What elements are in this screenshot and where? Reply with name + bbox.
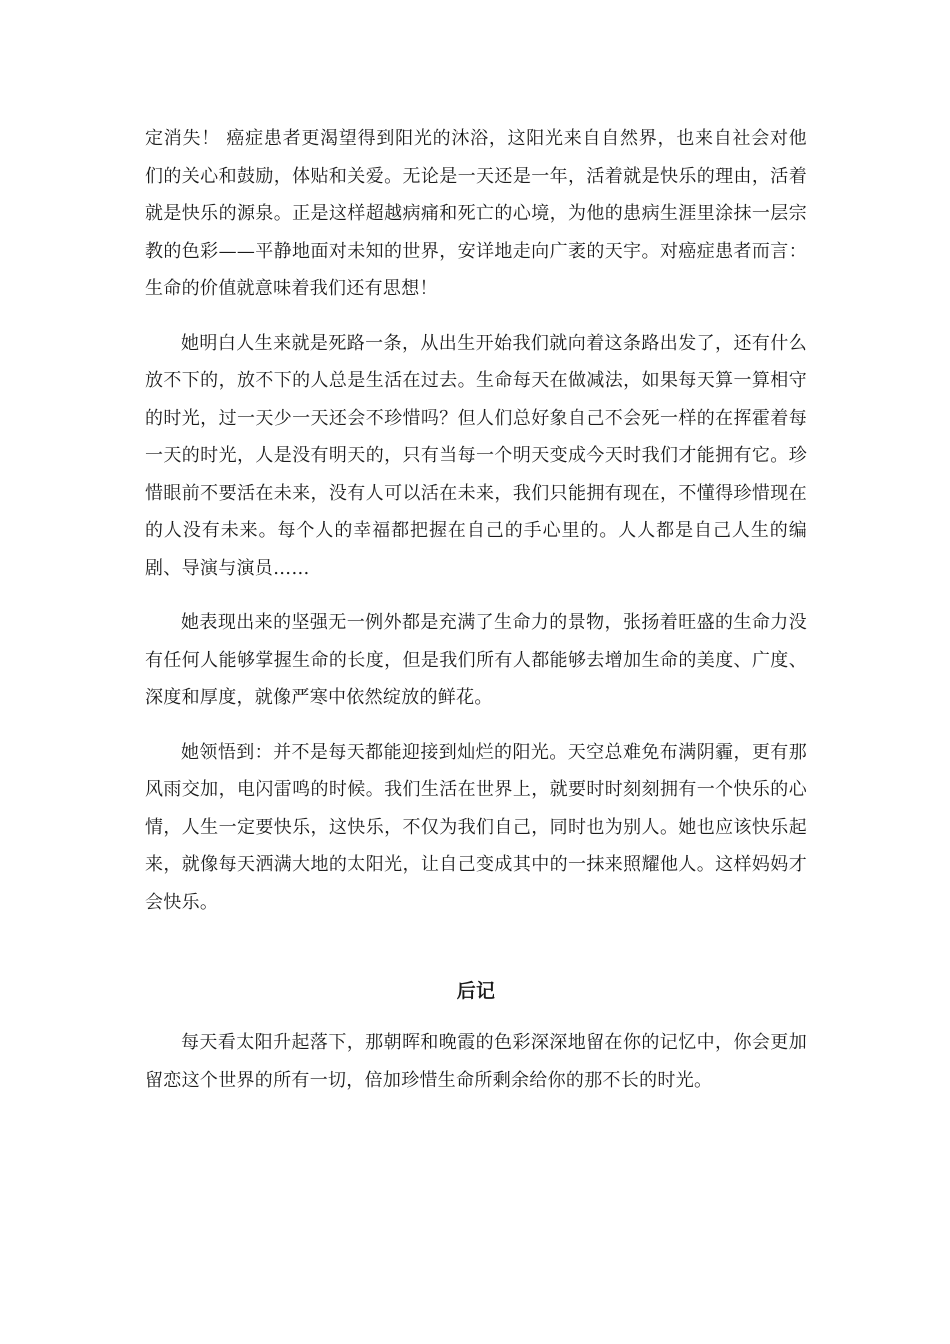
paragraph: 她表现出来的坚强无一例外都是充满了生命力的景物，张扬着旺盛的生命力没有任何人能够掌握生命的长度，但是我们所有人都能够去增加生命的美度、广度、深度和厚度，就像严寒中依然绽放的鲜花。 bbox=[145, 612, 807, 708]
paragraph: 她领悟到：并不是每天都能迎接到灿烂的阳光。天空总难免布满阴霾，更有那风雨交加，电闪雷鸣的时候。我们生活在世界上，就要时时刻刻拥有一个快乐的心情，人生一定要快乐，这快乐，不仅为我们自己，同时也为别人。她也应该快乐起来，就像每天洒满大地的太阳光，让自己变成其中的一抹来照耀他人。这样妈妈才会快乐。 bbox=[145, 741, 807, 913]
postscript-heading: 后记 bbox=[456, 980, 496, 1002]
paragraph-continued: 定消失！ 癌症患者更渴望得到阳光的沐浴，这阳光来自自然界，也来自社会对他们的关心和鼓励，体贴和关爱。无论是一天还是一年，活着就是快乐的理由，活着就是快乐的源泉。正是这样超越病痛和死亡的心境，为他的患病生涯里涂抹一层宗教的色彩——平静地面对未知的世界，安详地走向广袤的天宇。对癌症患者而言：生命的价值就意味着我们还有思想！ bbox=[145, 128, 807, 299]
postscript-paragraph: 每天看太阳升起落下，那朝晖和晚霞的色彩深深地留在你的记忆中，你会更加留恋这个世界的所有一切，倍加珍惜生命所剩余给你的那不长的时光。 bbox=[145, 1032, 807, 1091]
paragraph: 她明白人生来就是死路一条，从出生开始我们就向着这条路出发了，还有什么放不下的，放不下的人总是生活在过去。生命每天在做减法，如果每天算一算相守的时光，过一天少一天还会不珍惜吗？但人们总好象自己不会死一样的在挥霍着每一天的时光，人是没有明天的，只有当每一个明天变成今天时我们才能拥有它。珍惜眼前不要活在未来，没有人可以活在未来，我们只能拥有现在，不懂得珍惜现在的人没有未来。每个人的幸福都把握在自己的手心里的。人人都是自己人生的编剧、导演与演员…… bbox=[145, 332, 807, 579]
document-page bbox=[145, 120, 807, 1099]
